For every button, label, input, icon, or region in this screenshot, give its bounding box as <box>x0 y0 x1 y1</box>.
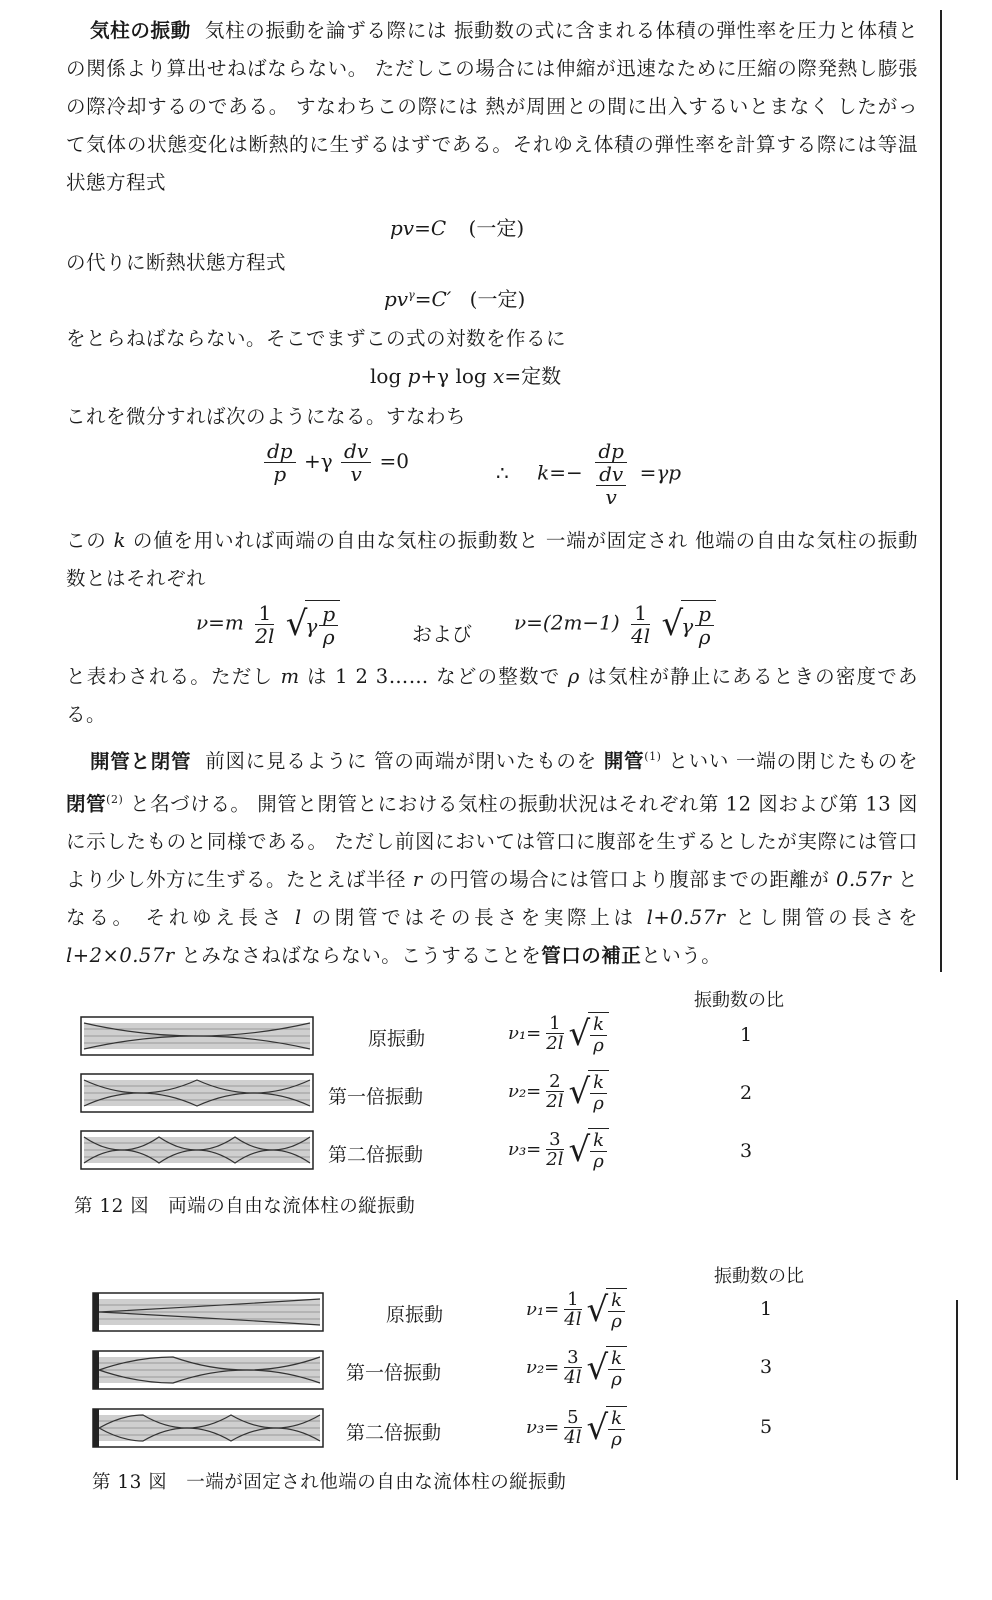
frac-den: ρ <box>593 1150 604 1172</box>
eq-note: (一定) <box>469 287 526 311</box>
text: という。 <box>641 944 722 967</box>
frac-den: v <box>350 462 362 486</box>
mode-label-third: 第二倍振動 <box>328 1144 424 1166</box>
eq-nu: ν=(2m−1) <box>514 610 620 635</box>
sqrt <box>568 1070 609 1114</box>
equation-log <box>370 360 561 389</box>
figure-13-caption: 第 13 図 一端が固定され他端の自由な流体柱の縦振動 <box>92 1472 567 1493</box>
therefore-symbol: ∴ <box>496 460 509 485</box>
var-m: m <box>280 665 300 688</box>
frac-num: 1 <box>564 1290 581 1311</box>
line-instead <box>66 244 918 282</box>
frac-num: p <box>319 603 338 626</box>
frac-dp-p <box>264 440 296 485</box>
frac <box>543 1072 566 1113</box>
ratio-value: 3 <box>759 1356 773 1378</box>
text: この <box>66 529 114 552</box>
text: とみなさねばならない。こうすることを <box>174 944 542 967</box>
eq-nu: ν₂= <box>526 1356 560 1378</box>
equation-adiabatic: $pv^\gamma=C'$ (一定) <box>384 287 526 311</box>
text: といい 一端の閉じたものを <box>661 749 918 773</box>
paragraph-text: 気柱の振動を論ずる際には 振動数の式に含まれる体積の弾性率を圧力と体積との関係より算出せねばならない。 ただしこの場合には伸縮が迅速なために圧縮の際発熱し膨張の際冷却するのである。 すなわちこの際には 熱が周囲との間に出入するいとまなく したがって気体の状態変化は断熱的に生ずるはずである。それゆえ体積の弾性率を計算する際には等温状態方程式 <box>66 19 918 194</box>
eq-nu: ν₁= <box>526 1298 560 1320</box>
frac-den: ρ <box>322 625 335 649</box>
eq-note: (一定) <box>468 216 525 240</box>
tube-closed-2 <box>92 1350 324 1390</box>
frac-den-nested <box>591 463 631 508</box>
frac-den: 4l <box>564 1309 582 1331</box>
frac-den: ρ <box>593 1092 604 1114</box>
frac-k-rho <box>590 1073 607 1114</box>
text: とし開管の長さを <box>725 906 918 929</box>
paragraph-integers <box>66 658 918 734</box>
line-log <box>66 320 918 358</box>
frac-den: 2l <box>546 1149 564 1171</box>
frac-k-rho <box>590 1015 607 1056</box>
eq-nu: ν₂= <box>508 1080 542 1102</box>
eq-zero: =0 <box>379 449 409 473</box>
frac-num: 3 <box>564 1348 581 1369</box>
sqrt <box>586 1288 627 1332</box>
sqrt <box>568 1128 609 1172</box>
var-k: k <box>113 529 126 552</box>
mode-label-third: 第二倍振動 <box>346 1422 442 1444</box>
term-open-pipe: 開管 <box>603 749 645 773</box>
radical-sign: √ <box>586 1407 609 1448</box>
text: の円管の場合には管口より腹部までの距離が <box>422 868 837 891</box>
eq-gamma: γ <box>305 613 318 638</box>
eq-rhs: =γp <box>639 460 682 485</box>
radical-sign: √ <box>568 1129 591 1170</box>
equation-closed-frequency <box>514 600 716 648</box>
frac <box>561 1348 584 1389</box>
eq-x: x <box>493 364 505 388</box>
frac-p-rho <box>695 603 714 648</box>
eq-nu: ν=m <box>196 610 244 635</box>
frac-k-rho <box>608 1409 625 1450</box>
footnote-ref-1: (1) <box>644 750 662 763</box>
ratio-value: 5 <box>759 1416 773 1438</box>
eq-gamma: γ <box>681 613 694 638</box>
value-length-open: l+2×0.57r <box>66 944 175 967</box>
eq-log: log <box>370 364 408 388</box>
text: と名づける。 開管と閉管とにおける気柱の振動状況はそれぞれ第 12 図および第 13 図に示したものと同様である。 ただし前図においては管口に腹部を生ずるとしたが実際には管口より少し外方に生ずる。たとえば半径 <box>66 792 918 891</box>
frac-den: ρ <box>611 1428 622 1450</box>
frac <box>543 1014 566 1055</box>
mode-label-fundamental: 原振動 <box>386 1304 444 1326</box>
frac-den: 4l <box>564 1367 582 1389</box>
text: は気柱が静止にあるときの密度である。 <box>66 665 918 726</box>
equation-isothermal: pv=C (一定) <box>390 216 525 240</box>
margin-rule-lower <box>956 1300 958 1480</box>
tube-open-2 <box>80 1073 314 1113</box>
eq-p: p <box>407 364 421 388</box>
paragraph-frequencies <box>66 522 918 598</box>
frac-den: 2l <box>255 623 275 648</box>
sqrt-gamma-p-rho <box>662 600 716 648</box>
mode-label-second: 第一倍振動 <box>346 1362 442 1384</box>
frac-den: ρ <box>611 1310 622 1332</box>
frac-den: ρ <box>698 625 711 649</box>
equation-open-frequency <box>196 600 340 648</box>
frac <box>543 1130 566 1171</box>
paragraph-open-closed-pipes <box>66 738 918 975</box>
frac-num: 3 <box>546 1130 563 1151</box>
text: は 1 2 3…… などの整数で <box>299 665 568 688</box>
margin-rule <box>940 10 942 972</box>
line-diff <box>66 398 918 436</box>
radical-sign: √ <box>586 1289 609 1330</box>
frac-num: 1 <box>255 602 274 625</box>
fig12-eq-2 <box>508 1070 609 1114</box>
frac-den: 2l <box>546 1033 564 1055</box>
equation-differential <box>262 440 409 485</box>
frac-num: 2 <box>546 1072 563 1093</box>
sqrt <box>586 1406 627 1450</box>
text: 前図に見るように 管の両端が閉いたものを <box>205 749 604 773</box>
eq-nu: ν₃= <box>508 1138 542 1160</box>
fig13-eq-3 <box>526 1406 627 1450</box>
text: の閉管ではその長さを実際上は <box>301 906 647 929</box>
text-diff: これを微分すれば次のようになる。すなわち <box>66 405 467 428</box>
frac-num: k <box>608 1349 625 1370</box>
sqrt-gamma-p-rho <box>286 600 340 648</box>
value-length-closed: l+0.57r <box>646 906 726 929</box>
figure-12-caption: 第 12 図 両端の自由な流体柱の縦振動 <box>74 1196 416 1217</box>
eq-nu: ν₁= <box>508 1022 542 1044</box>
radical-sign: √ <box>568 1071 591 1112</box>
frac-den: ρ <box>593 1034 604 1056</box>
frac-num: dp <box>595 440 627 463</box>
frac-1-4l <box>628 602 653 647</box>
radical-sign: √ <box>586 1347 609 1388</box>
tube-open-1 <box>80 1016 314 1056</box>
mode-label-second: 第一倍振動 <box>328 1086 424 1108</box>
fig13-eq-1 <box>526 1288 627 1332</box>
frac-num: k <box>590 1015 607 1036</box>
frac-num: 1 <box>546 1014 563 1035</box>
ratio-value: 1 <box>739 1024 753 1046</box>
text-log: をとらねばならない。そこでまずこの式の対数を作るに <box>66 327 567 350</box>
frac-num: 1 <box>631 602 650 625</box>
var-r: r <box>412 868 423 891</box>
var-l: l <box>294 906 302 929</box>
frac-num: dp <box>264 440 296 463</box>
paragraph-air-column <box>66 12 918 202</box>
text-and <box>412 618 472 647</box>
frac-k-rho <box>608 1291 625 1332</box>
tube-open-3 <box>80 1130 314 1170</box>
frac-num: dv <box>341 440 371 463</box>
tube-closed-3 <box>92 1408 324 1448</box>
term-closed-pipe: 閉管 <box>66 792 107 815</box>
frac-den: 2l <box>546 1091 564 1113</box>
section-heading-pipes: 開管と閉管 <box>90 749 192 773</box>
radical-sign: √ <box>661 604 684 644</box>
footnote-ref-2: (2) <box>106 792 124 806</box>
frac-den: ρ <box>611 1368 622 1390</box>
ratio-value: 1 <box>759 1298 773 1320</box>
eq-k: k=− <box>537 460 583 485</box>
frac-den: p <box>273 462 287 486</box>
frac <box>561 1408 584 1449</box>
frac-num: k <box>608 1409 625 1430</box>
sqrt <box>586 1346 627 1390</box>
frac-p-rho <box>319 603 338 648</box>
var-rho: ρ <box>567 665 580 688</box>
text: と表わされる。ただし <box>66 665 281 688</box>
ratio-value: 3 <box>739 1140 753 1162</box>
frac-1-2l <box>252 602 277 647</box>
eq-log2: +γ log <box>420 364 494 388</box>
eq-lhs: pv <box>390 216 415 240</box>
section-heading-air-column: 気柱の振動 <box>90 19 191 42</box>
text-instead: の代りに断熱状態方程式 <box>66 251 287 274</box>
radical-sign: √ <box>285 604 308 644</box>
frac-den: v <box>605 485 617 509</box>
frac-den: 4l <box>564 1427 582 1449</box>
mode-label-fundamental: 原振動 <box>368 1028 426 1050</box>
eq-lhs: pv <box>384 287 409 311</box>
frac-num: dv <box>596 463 626 486</box>
eq-const: =定数 <box>504 364 562 388</box>
frac-num: k <box>590 1131 607 1152</box>
tube-closed-1 <box>92 1292 324 1332</box>
ratio-value: 2 <box>739 1082 753 1104</box>
fig12-eq-1 <box>508 1012 609 1056</box>
frac-k-rho <box>590 1131 607 1172</box>
term-end-correction: 管口の補正 <box>541 944 642 967</box>
ratio-header: 振動数の比 <box>714 1266 804 1287</box>
frac-k-rho <box>608 1349 625 1390</box>
frac <box>561 1290 584 1331</box>
frac-num: 5 <box>564 1408 581 1429</box>
eq-plus-gamma: +γ <box>303 449 333 473</box>
text: の値を用いれば両端の自由な気柱の振動数と 一端が固定され 他端の自由な気柱の振動数とはそれぞれ <box>66 529 918 590</box>
frac-num: k <box>590 1073 607 1094</box>
frac-num: k <box>608 1291 625 1312</box>
frac-den: 4l <box>631 623 651 648</box>
fig13-eq-2 <box>526 1346 627 1390</box>
frac-dp-dv-v <box>591 440 631 508</box>
frac-dv-v <box>341 440 371 485</box>
ratio-header: 振動数の比 <box>694 990 784 1011</box>
radical-sign: √ <box>568 1013 591 1054</box>
text: となる。 それゆえ長さ <box>66 868 918 929</box>
eq-exponent: γ <box>408 288 415 302</box>
equation-k <box>496 440 681 508</box>
sqrt <box>568 1012 609 1056</box>
eq-rhs: C <box>430 216 447 240</box>
frac-inner <box>596 463 626 508</box>
eq-nu: ν₃= <box>526 1416 560 1438</box>
fig12-eq-3 <box>508 1128 609 1172</box>
text-and-label: および <box>412 622 472 646</box>
value-distance: 0.57r <box>836 868 892 891</box>
frac-num: p <box>695 603 714 626</box>
eq-rhs: C′ <box>431 287 452 311</box>
